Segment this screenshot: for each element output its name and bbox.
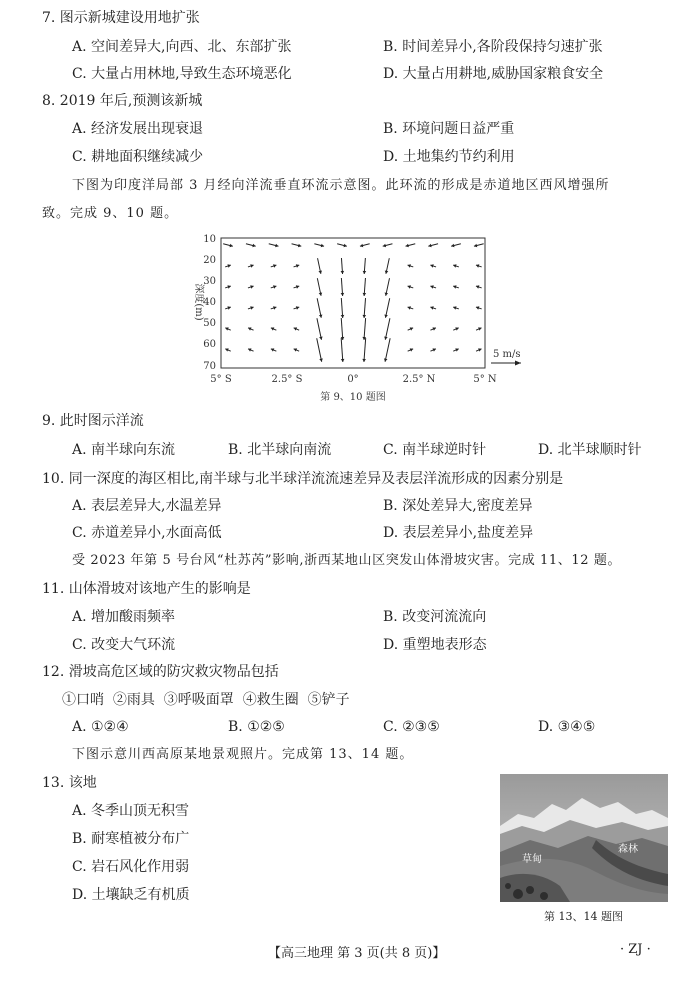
y-tick-50: 50 — [203, 318, 216, 329]
plot-frame — [221, 238, 485, 368]
lead-13-14: 下图示意川西高原某地景观照片。完成第 13、14 题。 — [72, 747, 414, 762]
q13-option-c: C. 岩石风化作用弱 — [72, 859, 190, 875]
velocity-arrow-head — [319, 358, 323, 361]
q13-option-d: D. 土壤缺乏有机质 — [72, 887, 190, 903]
velocity-arrow-head — [318, 271, 322, 274]
y-axis-label: 深度(m) — [193, 283, 204, 321]
velocity-arrow-shaft — [364, 298, 365, 318]
velocity-arrow-head — [321, 244, 324, 247]
q9-stem: 9. 此时图示洋流 — [42, 413, 144, 429]
velocity-arrow-head — [384, 358, 388, 361]
q12-items: ①口哨 ②雨具 ③呼吸面罩 ④救生圈 ⑤铲子 — [62, 692, 350, 708]
velocity-arrow-shaft — [341, 318, 343, 340]
q7-option-b: B. 时间差异小,各阶段保持匀速扩张 — [383, 39, 603, 55]
q7-option-c: C. 大量占用林地,导致生态环境恶化 — [72, 66, 292, 82]
x-tick-5n: 5° N — [473, 374, 497, 385]
y-tick-20: 20 — [203, 255, 216, 266]
velocity-arrow-head — [341, 359, 345, 362]
velocity-arrow-shaft — [341, 338, 343, 362]
velocity-arrow-head — [298, 244, 301, 247]
q11-stem: 11. 山体滑坡对该地产生的影响是 — [42, 581, 251, 597]
q8-option-d: D. 土地集约节约利用 — [383, 149, 515, 165]
q11-option-a: A. 增加酸雨频率 — [72, 609, 176, 625]
velocity-arrows — [223, 244, 484, 362]
landscape-photo — [500, 774, 668, 902]
velocity-arrow-shaft — [385, 318, 390, 340]
q8-option-c: C. 耕地面积继续减少 — [72, 149, 204, 165]
q11-option-c: C. 改变大气环流 — [72, 637, 176, 653]
velocity-arrow-head — [363, 271, 367, 274]
x-tick-5s: 5° S — [210, 374, 232, 385]
q9-option-b: B. 北半球向南流 — [228, 442, 332, 458]
x-tick-0: 0° — [347, 374, 359, 385]
velocity-arrow-head — [344, 244, 347, 247]
velocity-arrow-head — [428, 244, 431, 247]
velocity-arrow-shaft — [317, 318, 322, 340]
q9-option-c: C. 南半球逆时针 — [383, 442, 487, 458]
velocity-arrow-shaft — [385, 338, 390, 361]
exam-code: · ZJ · — [620, 942, 651, 957]
velocity-arrow-head — [363, 293, 367, 296]
velocity-arrow-shaft — [317, 338, 322, 361]
q7-option-d: D. 大量占用耕地,威胁国家粮食安全 — [383, 66, 604, 82]
lead-9-10-line2: 致。完成 9、10 题。 — [42, 206, 179, 221]
q10-option-a: A. 表层差异大,水温差异 — [72, 498, 222, 514]
q13-option-b: B. 耐寒植被分布广 — [72, 831, 190, 847]
velocity-arrow-head — [384, 314, 388, 317]
velocity-arrow-head — [319, 336, 323, 339]
velocity-arrow-head — [319, 314, 323, 317]
q10-option-b: B. 深处差异大,密度差异 — [383, 498, 533, 514]
velocity-arrow-head — [474, 244, 477, 247]
velocity-arrow-head — [384, 336, 388, 339]
scale-arrowhead — [515, 361, 521, 366]
velocity-arrow-head — [341, 271, 345, 274]
q13-stem: 13. 该地 — [42, 775, 97, 791]
q10-option-c: C. 赤道差异小,水面高低 — [72, 525, 222, 541]
velocity-arrow-head — [319, 292, 323, 295]
velocity-arrow-head — [252, 244, 255, 247]
velocity-arrow-head — [406, 244, 409, 247]
velocity-arrow-head — [451, 244, 454, 247]
velocity-arrow-head — [230, 244, 233, 247]
q10-option-d: D. 表层差异小,盐度差异 — [383, 525, 534, 541]
q12-option-d: D. ③④⑤ — [538, 719, 596, 735]
q13-option-a: A. 冬季山顶无积雪 — [72, 803, 190, 819]
velocity-arrow-head — [385, 271, 389, 274]
y-tick-30: 30 — [203, 276, 216, 287]
q8-stem: 8. 2019 年后,预测该新城 — [42, 93, 203, 109]
q11-option-d: D. 重塑地表形态 — [383, 637, 487, 653]
velocity-arrow-head — [362, 359, 366, 362]
y-tick-70: 70 — [203, 361, 216, 372]
q7-stem: 7. 图示新城建设用地扩张 — [42, 10, 200, 26]
lead-9-10-line1: 下图为印度洋局部 3 月经向洋流垂直环流示意图。此环流的形成是赤道地区西风增强所 — [72, 178, 610, 193]
q9-option-d: D. 北半球顺时针 — [538, 442, 642, 458]
q8-option-a: A. 经济发展出现衰退 — [72, 121, 204, 137]
velocity-arrow-head — [362, 315, 366, 318]
velocity-arrow-head — [275, 244, 278, 247]
q7-option-a: A. 空间差异大,向西、北、东部扩张 — [72, 39, 292, 55]
velocity-arrow-head — [341, 315, 345, 318]
q9-option-a: A. 南半球向东流 — [72, 442, 176, 458]
q10-stem: 10. 同一深度的海区相比,南半球与北半球洋流流速差异及表层洋流形成的因素分别是 — [42, 471, 564, 487]
y-tick-10: 10 — [203, 234, 216, 245]
x-tick-2-5n: 2.5° N — [402, 374, 436, 385]
figure1-caption: 第 9、10 题图 — [320, 392, 386, 403]
velocity-arrow-shaft — [364, 318, 366, 340]
velocity-arrow-head — [385, 292, 389, 295]
q12-option-b: B. ①②⑤ — [228, 719, 285, 735]
photo-label-meadow: 草甸 — [522, 854, 542, 865]
figure2-caption: 第 13、14 题图 — [544, 910, 623, 923]
velocity-arrow-shaft — [364, 338, 366, 362]
x-tick-2-5s: 2.5° S — [271, 374, 303, 385]
photo-label-forest: 森林 — [618, 844, 638, 855]
velocity-arrow-head — [383, 244, 386, 247]
q12-option-c: C. ②③⑤ — [383, 719, 440, 735]
q12-option-a: A. ①②④ — [72, 719, 129, 735]
y-tick-40: 40 — [203, 297, 216, 308]
scale-label: 5 m/s — [493, 349, 521, 360]
velocity-arrow-head — [360, 244, 363, 247]
y-tick-60: 60 — [203, 339, 216, 350]
velocity-arrow-head — [341, 293, 345, 296]
lead-11-12: 受 2023 年第 5 号台风“杜苏芮”影响,浙西某地山区突发山体滑坡灾害。完成 11、12 题。 — [72, 553, 622, 568]
page-footer: 【高三地理 第 3 页(共 8 页)】 — [268, 946, 446, 961]
q11-option-b: B. 改变河流流向 — [383, 609, 487, 625]
circulation-figure — [188, 230, 528, 405]
q12-stem: 12. 滑坡高危区域的防灾救灾物品包括 — [42, 664, 279, 680]
q8-option-b: B. 环境问题日益严重 — [383, 121, 515, 137]
